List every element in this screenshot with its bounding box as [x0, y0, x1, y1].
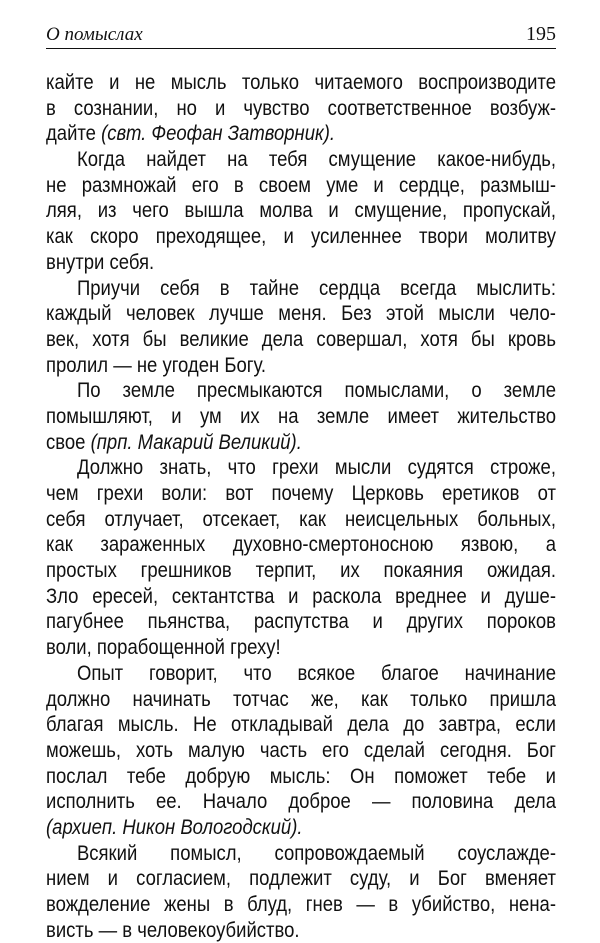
paragraph [46, 276, 556, 379]
text-line: простых грешников терпит, их покаяния ожидая. [46, 558, 556, 583]
text-fragment: дайте [46, 121, 96, 146]
text-fragment: свое [46, 429, 86, 454]
text-line: По земле пресмыкаются помыслами, о земле [76, 378, 556, 403]
text-line: вожделение жены в блуд, гнев — в убийство, нена- [46, 892, 556, 916]
text-line: век, хотя бы великие дела совершал, хотя бы кровь [46, 326, 556, 351]
text-line: нием и согласием, подлежит суду, и Бог вменяет [46, 866, 556, 891]
citation: (прп. Макарий Великий). [90, 429, 302, 454]
text-line: как зараженных духовно-смертоносною язвою, а [46, 532, 556, 557]
citation: (архиеп. Никон Вологодский). [46, 814, 303, 839]
running-title: О помыслах [46, 24, 143, 45]
paragraph [46, 455, 556, 661]
text-line: помышляют, и ум их на земле имеет жительство [46, 403, 556, 428]
text-line [46, 430, 556, 456]
text-line: воли, порабощенной греху! [46, 635, 281, 660]
paragraph [46, 70, 556, 147]
text-line: благая мысль. Не откладывай дела до завтра, если [46, 712, 556, 737]
text-line: послал тебе добрую мысль: Он поможет тебе и [46, 763, 556, 788]
text-line: каждый человек лучше меня. Без этой мысли чело- [46, 301, 556, 326]
text-line: висть — в человекоубийство. [46, 917, 300, 942]
paragraph [46, 147, 556, 275]
text-line: пагубнее пьянства, распутства и других пороков [46, 609, 556, 634]
text-line: Приучи себя в тайне сердца всегда мыслить: [76, 275, 556, 300]
text-line: кайте и не мысль только читаемого воспроизводите [46, 70, 556, 94]
text-line: Зло ересей, сектантства и раскола вреднее и душе- [46, 583, 556, 608]
text-line: Опыт говорит, что всякое благое начинание [76, 660, 556, 685]
text-line: должно начинать тотчас же, как только пришла [46, 686, 556, 711]
text-line: Когда найдет на тебя смущение какое-нибудь, [76, 147, 556, 172]
text-line: внутри себя. [46, 249, 155, 274]
text-line: исполнить ее. Начало доброе — половина дела [46, 789, 556, 814]
text-line: пролил — не угоден Богу. [46, 352, 267, 377]
text-line: себя отлучает, отсекает, как неисцельных больных, [46, 506, 556, 531]
text-line: не размножай его в своем уме и сердце, размыш- [46, 172, 556, 197]
text-line: Всякий помысл, сопровождаемый соуслажде- [76, 840, 556, 865]
text-line: как скоро преходящее, и усиленнее твори молитву [46, 224, 556, 249]
body-text [46, 70, 556, 943]
paragraph [46, 378, 556, 455]
text-line [46, 121, 556, 147]
page-number: 195 [526, 23, 556, 45]
paragraph [46, 661, 556, 841]
text-line: Должно знать, что грехи мысли судятся строже, [76, 455, 556, 480]
paragraph [46, 841, 556, 943]
text-line: в сознании, но и чувство соответственное возбуж- [46, 95, 556, 120]
running-header [46, 22, 556, 49]
citation: (свт. Феофан Затворник). [101, 121, 336, 146]
text-line: можешь, хоть малую часть его сделай сегодня. Бог [46, 737, 556, 762]
text-line: чем грехи воли: вот почему Церковь еретиков от [46, 481, 556, 505]
text-line: ляя, из чего вышла молва и смущение, пропускай, [46, 198, 556, 223]
